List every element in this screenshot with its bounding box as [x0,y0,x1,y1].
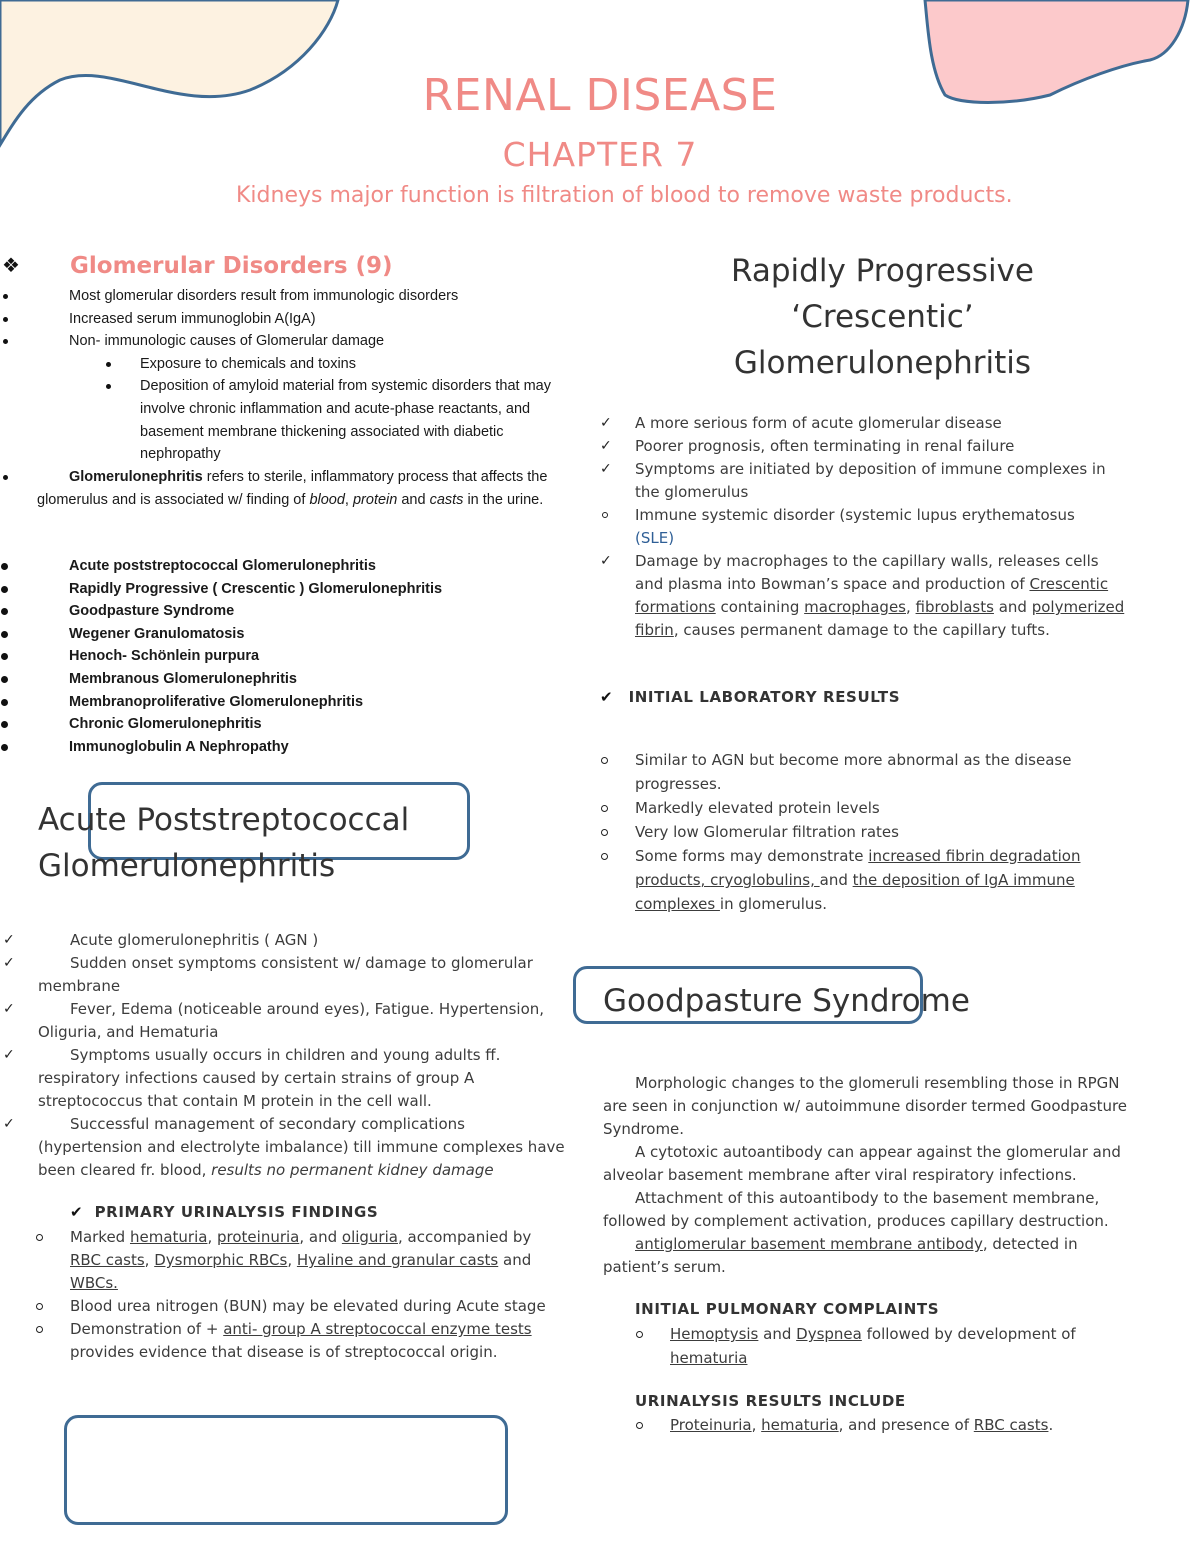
circle-bullet-icon [36,1303,43,1310]
list-item: ✓ Sudden onset symptoms consistent w/ damage to glomerular membrane [3,954,533,995]
bullet-icon [3,475,8,480]
glomerular-disorder-list [0,555,570,758]
list-item: ✓ Successful management of secondary complications (hypertension and electrolyte imbalance) till immune complexes have been cleared fr. blood, results no permanent kidney damage [3,1115,565,1179]
paragraph: A cytotoxic autoantibody can appear against the glomerular and alveolar basement membrane after viral respiratory infections. [603,1143,1121,1184]
list-item: ✓ Damage by macrophages to the capillary walls, releases cells and plasma into Bowman’s space and production of Crescentic formations containing macrophages, fibroblasts and polymerized fibrin, causes permanent damage to the capillary tufts. [600,552,1125,639]
list-item: Similar to AGN but become more abnormal as the disease progresses. [600,748,1125,796]
glomerulonephritis-definition: Glomerulonephritis refers to sterile, inflammatory process that affects the glomerulus and is associated w/ finding of blood, protein and casts in the urine. [37,466,572,511]
rpgn-heading: Rapidly Progressive ‘Crescentic’ Glomerulonephritis [731,253,1034,381]
urinalysis-list [600,1414,1120,1437]
list-item: Deposition of amyloid material from systemic disorders that may involve chronic inflammation and acute-phase reactants, and basement membrane thickening associated with diabetic nephropathy [0,375,570,465]
bullet-icon [1,653,8,660]
bullet-icon [1,744,8,751]
checkmark-icon: ✔ [70,1203,83,1221]
list-item: Membranous Glomerulonephritis [0,668,570,691]
list-item: Most glomerular disorders result from immunologic disorders [0,285,570,308]
list-item: Marked hematuria, proteinuria, and oliguria, accompanied by RBC casts, Dysmorphic RBCs, Hyaline and granular casts and WBCs. [0,1226,565,1295]
check-icon: ✓ [3,932,15,948]
findings-heading-row [70,1202,378,1221]
list-item: Wegener Granulomatosis [0,623,570,646]
goodpasture-body [603,1072,1133,1279]
list-item: Exposure to chemicals and toxins [0,353,570,376]
list-item: Demonstration of + anti- group A streptococcal enzyme tests provides evidence that disease is of streptococcal origin. [0,1318,565,1364]
circle-bullet-icon [636,1331,643,1338]
list-item: Non- immunologic causes of Glomerular damage [0,330,570,353]
list-item: Rapidly Progressive ( Crescentic ) Glomerulonephritis [0,578,570,601]
list-item: Immune systemic disorder (systemic lupus erythematosus (SLE) [600,504,1130,550]
circle-bullet-icon [601,853,608,860]
list-item: Some forms may demonstrate increased fibrin degradation products, cryoglobulins, and the deposition of IgA immune complexes in glomerulus. [600,844,1125,916]
check-icon: ✓ [3,1047,15,1063]
rpgn-list [600,412,1130,642]
list-item: Chronic Glomerulonephritis [0,713,570,736]
pulmonary-heading: INITIAL PULMONARY COMPLAINTS [635,1300,940,1318]
glomerular-heading: Glomerular Disorders (9) [70,253,393,279]
apsgn-list [0,929,570,1182]
checkmark-icon: ✔ [600,688,613,706]
list-item: Blood urea nitrogen (BUN) may be elevated during Acute stage [0,1295,565,1318]
check-icon: ✓ [3,1116,15,1132]
urinalysis-heading: URINALYSIS RESULTS INCLUDE [635,1392,906,1410]
lab-heading-row [600,687,900,706]
empty-frame-box [64,1415,508,1525]
list-item: Hemoptysis and Dyspnea followed by development of hematuria [600,1322,1120,1370]
list-item: Henoch- Schönlein purpura [0,645,570,668]
check-icon: ✓ [3,955,15,971]
list-item: ✓ Poorer prognosis, often terminating in renal failure [600,435,1130,458]
circle-bullet-icon [636,1422,643,1429]
circle-bullet-icon [602,512,608,518]
paragraph: antiglomerular basement membrane antibody, detected in patient’s serum. [603,1235,1078,1276]
check-icon: ✓ [600,415,612,431]
check-icon: ✓ [600,553,612,569]
page-subtitle: Kidneys major function is filtration of blood to remove waste products. [236,183,1013,208]
list-item: ✓ Symptoms are initiated by deposition of immune complexes in the glomerulus [600,460,1106,501]
findings-heading: PRIMARY URINALYSIS FINDINGS [94,1203,379,1221]
pulmonary-list [600,1322,1120,1370]
bullet-icon [1,563,8,570]
bullet-icon [106,384,111,389]
paragraph: Morphologic changes to the glomeruli resembling those in RPGN are seen in conjunction w/ autoimmune disorder termed Goodpasture Syndrome. [603,1074,1128,1138]
check-icon: ✓ [600,438,612,454]
lab-list [600,748,1125,916]
bullet-icon [1,699,8,706]
bullet-icon [3,339,8,344]
bullet-icon [1,676,8,683]
bullet-icon [3,294,8,299]
list-item: ✓ Fever, Edema (noticeable around eyes), Fatigue. Hypertension, Oliguria, and Hematuria [3,1000,545,1041]
circle-bullet-icon [601,757,608,764]
list-item: Goodpasture Syndrome [0,600,570,623]
circle-bullet-icon [601,805,608,812]
bullet-icon [3,317,8,322]
list-item: Markedly elevated protein levels [600,796,1125,820]
goodpasture-heading: Goodpasture Syndrome [603,983,970,1019]
list-item: Immunoglobulin A Nephropathy [0,736,570,759]
list-item: Increased serum immunoglobin A(IgA) [0,308,570,331]
bullet-icon [1,608,8,615]
list-item: ✓ Symptoms usually occurs in children and young adults ff. respiratory infections caused by certain strains of group A streptococcus that contain M protein in the cell wall. [3,1046,501,1110]
page-title: RENAL DISEASE [422,70,778,121]
bullet-icon [106,362,111,367]
chapter-label: CHAPTER 7 [502,135,698,174]
list-item: Acute poststreptococcal Glomerulonephritis [0,555,570,578]
circle-bullet-icon [601,829,608,836]
bullet-icon [1,721,8,728]
circle-bullet-icon [36,1326,43,1333]
list-item: ✓ Acute glomerulonephritis ( AGN ) [0,929,570,952]
lab-heading: INITIAL LABORATORY RESULTS [628,688,901,706]
check-icon: ✓ [3,1001,15,1017]
bullet-icon [1,631,8,638]
bullet-icon [1,586,8,593]
apsgn-heading: Acute Poststreptococcal Glomerulonephritis [38,802,410,884]
circle-bullet-icon [36,1234,43,1241]
check-icon: ✓ [600,461,612,477]
paragraph: Attachment of this autoantibody to the basement membrane, followed by complement activation, produces capillary destruction. [603,1189,1109,1230]
list-item: Membranoproliferative Glomerulonephritis [0,691,570,714]
glomerular-points [0,285,570,466]
findings-list [0,1226,565,1364]
list-item: ✓ A more serious form of acute glomerular disease [600,412,1130,435]
list-item: Proteinuria, hematuria, and presence of RBC casts. [600,1414,1120,1437]
diamond-bullet-icon: ❖ [2,253,20,277]
list-item: Very low Glomerular filtration rates [600,820,1125,844]
